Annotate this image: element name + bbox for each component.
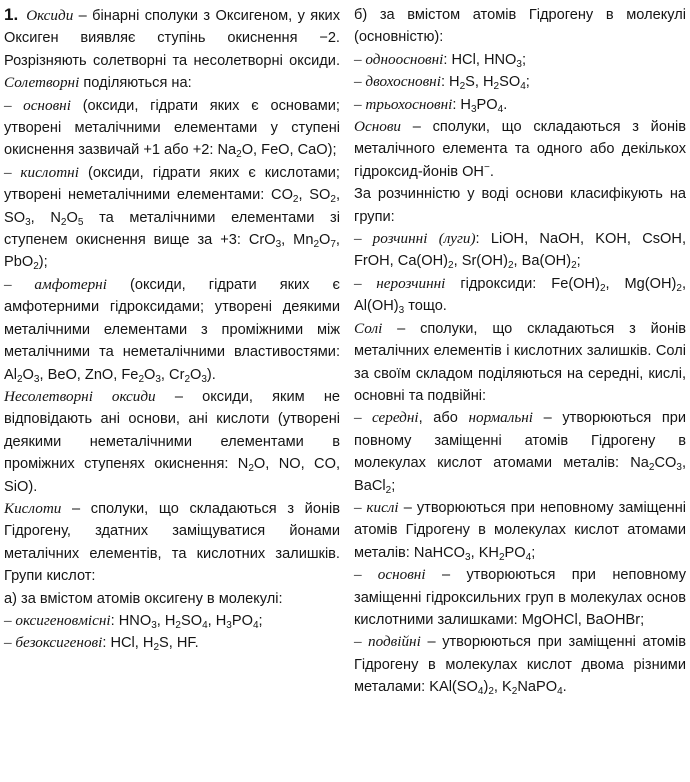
left-column [4, 4, 340, 655]
tribasic-acids: – трьохосновні: $H_3PO_4$. [354, 95, 508, 115]
normal-salts: – середні, або нормальні – утворюються при повному заміщенні атомів Гідрогену в молекулах кислот атомами металів: $Na_2CO_3$, BaCl$_2$; [354, 409, 686, 496]
term-oxides: Оксиди [26, 7, 74, 24]
bases-definition: Основи – сполуки, що складаються з йонів металічного елемента та одного або декількох гідроксид-йонів OH−. [354, 118, 687, 180]
acids-definition: Кислоти – сполуки, що складаються з йонів Гідрогену, здатних заміщуватися йонами металічних елементів, та кислотних залишків. Групи кислот: [4, 499, 340, 585]
bases-solubility: За розчинністю у воді основи класифікують на групи: [354, 186, 686, 225]
basic-oxides: – основні (оксиди, гідрати яких є основами; утворені металічними елементами у ступені окиснення зазвичай +1 або +2: $Na_2O$, FeO, CaO); [4, 96, 340, 161]
acidic-oxides: – кислотні (оксиди, гідрати яких є кислотами; утворені неметалічними елементами: $CO_2$, $SO_2$, $SO_3$, $N_2O_5$ та металічними елементами зі ступенем окиснення вище за +3: CrO$_3$, $Mn_2O_7$, PbO$_2$); [4, 163, 340, 273]
acid-salts: – кислі – утворюються при неповному заміщенні атомів Гідрогену в молекулах кислот атомами металів: NaHCO$_3$, $KH_2PO_4$; [354, 498, 687, 563]
salts-definition: Солі – сполуки, що складаються з йонів металічних елементів і кислотних залишків. Солі за своїм складом поділяються на середні, кислі, основні та подвійні: [354, 319, 687, 404]
soluble-bases: – розчинні (луги): LiOH, NaOH, KOH, CsOH, FrOH, $Ca(OH)_2$, $Sr(OH)_2$, $Ba(OH)_2$; [354, 230, 687, 272]
insoluble-bases: – нерозчинні гідроксиди: $Fe(OH)_2$, $Mg(OH)_2$, $Al(OH)_3$ тощо. [354, 274, 687, 317]
monobasic-acids: – одноосновні: HCl, $HNO_3$; [354, 50, 526, 70]
non-salt-forming-oxides: Несолетворні оксиди – оксиди, яким не відповідають ані основи, ані кислоти (утворені деякими неметалічними елементами в проміжних ступенях окиснення: $N_2O$, NO, CO, SiO). [4, 387, 340, 495]
oxides-definition: 1. Оксиди – бінарні сполуки з Оксигеном, у яких Оксиген виявляє ступінь окиснення −2. Розрізняють солетворні та несолетворні оксиди. Солетворні поділяються на: [4, 5, 340, 92]
basic-salts: – основні – утворюються при неповному заміщенні гідроксильних груп в молекулах основ кислотними залишками: MgOHCl, BaOHBr; [354, 566, 686, 628]
acids-by-oxygen: а) за вмістом атомів оксигену в молекулі: [4, 590, 283, 607]
dibasic-acids: – двохосновні: $H_2S$, $H_2SO_4$; [354, 73, 530, 93]
oxygen-free-acids: – безоксигенові: HCl, $H_2S$, HF. [4, 634, 199, 654]
right-column [354, 4, 686, 699]
exercise-number: 1. [4, 5, 19, 24]
oxygen-containing-acids: – оксигеновмісні: $HNO_3$, $H_2SO_4$, $H_3PO_4$; [4, 611, 263, 631]
amphoteric-oxides: – амфотерні (оксиди, гідрати яких є амфотерними гідроксидами; утворені деякими металічними елементами з проміжними між металічними та неметалічними властивостями: $Al_2O_3$, BeO, ZnO, $Fe_2O_3$, $Cr_2O_3$). [4, 275, 340, 385]
term-salt-forming: Солетворні [4, 74, 80, 92]
acids-by-basicity: б) за вмістом атомів Гідрогену в молекулі (основністю): [354, 7, 686, 46]
double-salts: – подвійні – утворюються при заміщенні атомів Гідрогену в молекулах кислот двома різними металами: $KAl(SO_4)_2$, $K_2NaPO_4$. [354, 633, 686, 698]
